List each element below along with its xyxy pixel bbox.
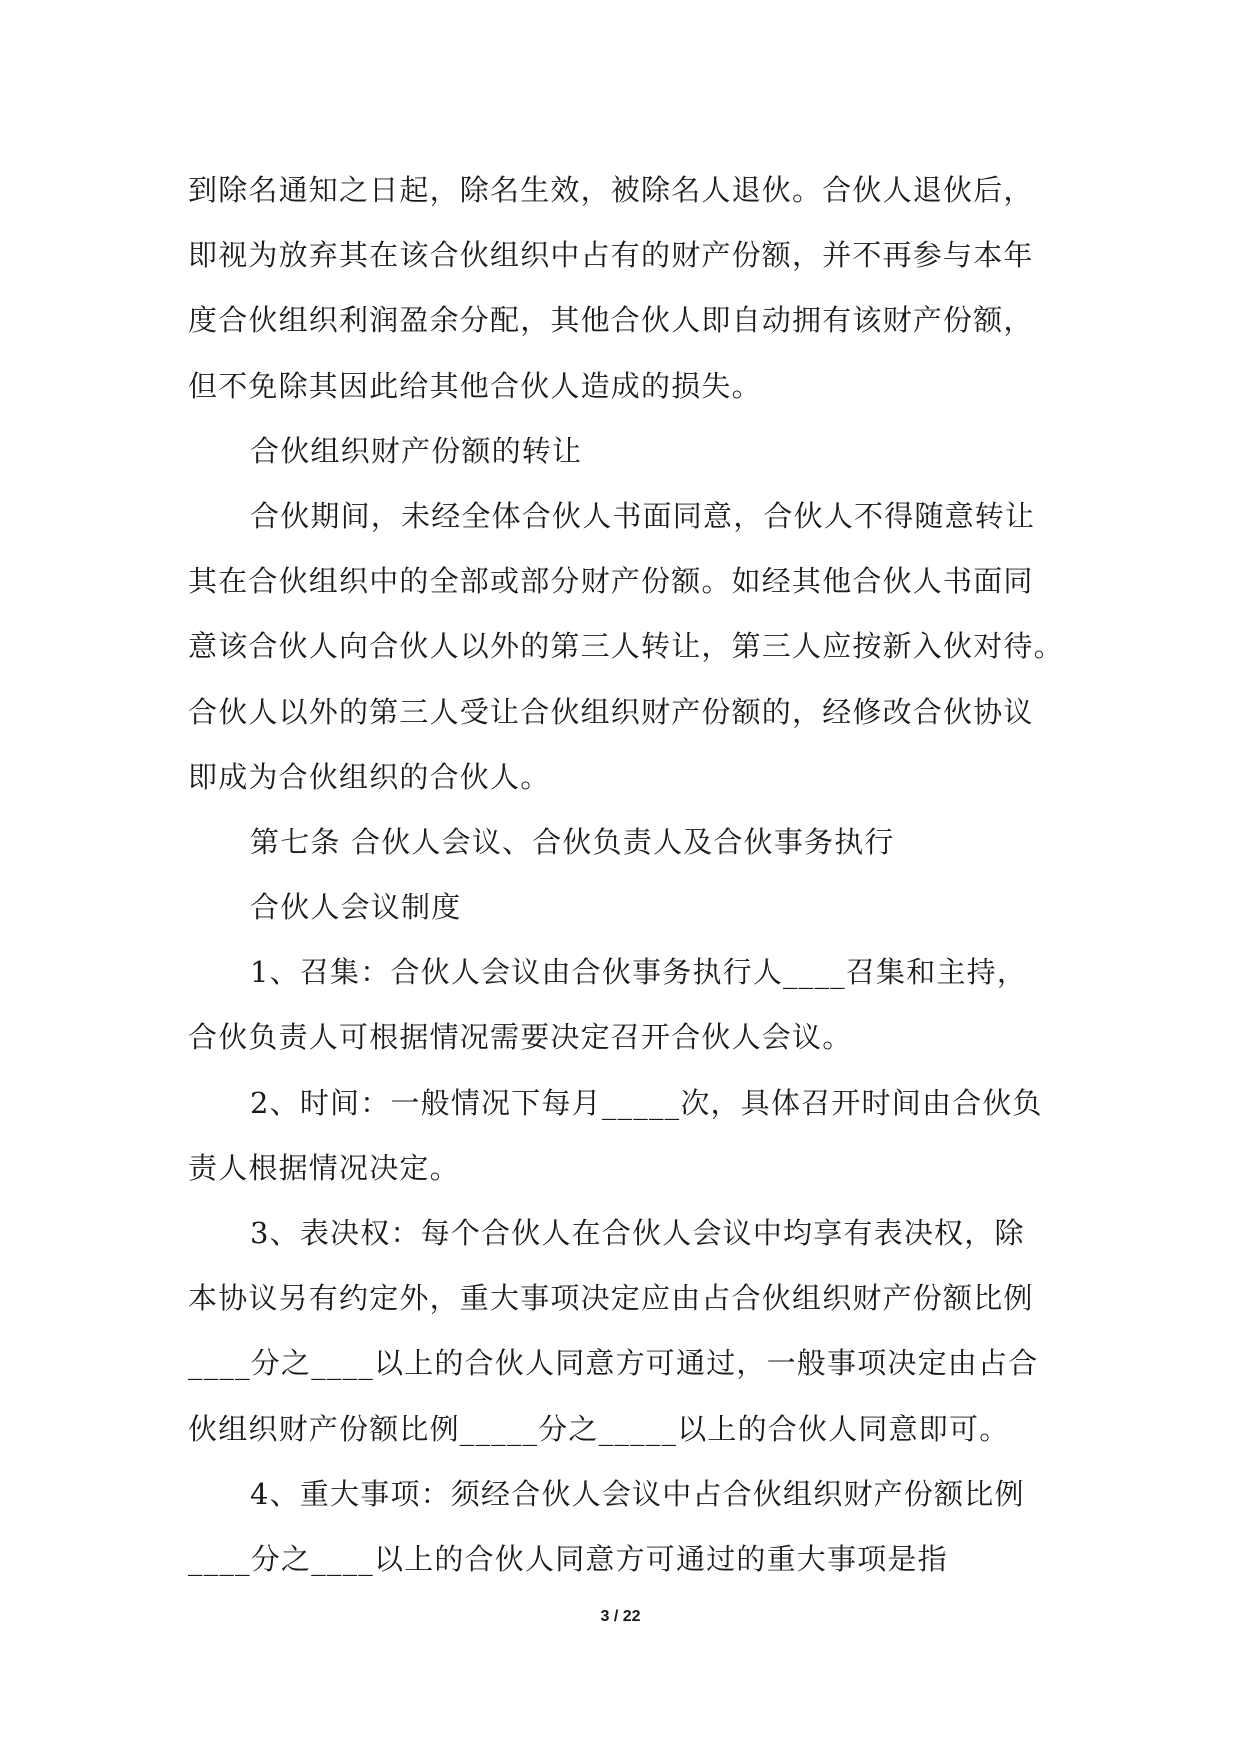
page-number: 3 / 22 bbox=[600, 1608, 641, 1625]
text-line: 合伙负责人可根据情况需要决定召开合伙人会议。 bbox=[188, 1020, 853, 1055]
text-line: ____分之____以上的合伙人同意方可通过的重大事项是指 bbox=[188, 1541, 948, 1576]
text-line: 1、召集：合伙人会议由合伙事务执行人____召集和主持， bbox=[250, 955, 1028, 990]
text-line: 即成为合伙组织的合伙人。 bbox=[188, 759, 551, 794]
text-line: 第七条 合伙人会议、合伙负责人及合伙事务执行 bbox=[250, 824, 895, 859]
text-line: 4、重大事项：须经合伙人会议中占合伙组织财产份额比例 bbox=[250, 1476, 1025, 1511]
text-line: 度合伙组织利润盈余分配，其他合伙人即自动拥有该财产份额， bbox=[188, 303, 1034, 338]
text-line: 2、时间：一般情况下每月_____次，具体召开时间由合伙负 bbox=[250, 1085, 1043, 1120]
text-line: 即视为放弃其在该合伙组织中占有的财产份额，并不再参与本年 bbox=[188, 238, 1034, 273]
text-line: 其在合伙组织中的全部或部分财产份额。如经其他合伙人书面同 bbox=[188, 564, 1034, 599]
text-line: 本协议另有约定外，重大事项决定应由占合伙组织财产份额比例 bbox=[188, 1281, 1034, 1316]
text-line: 合伙组织财产份额的转让 bbox=[250, 433, 583, 468]
text-line: 3、表决权：每个合伙人在合伙人会议中均享有表决权，除 bbox=[250, 1216, 1025, 1250]
text-line: 责人根据情况决定。 bbox=[188, 1150, 460, 1185]
text-line: 合伙期间，未经全体合伙人书面同意，合伙人不得随意转让 bbox=[250, 498, 1036, 533]
text-line: 但不免除其因此给其他合伙人造成的损失。 bbox=[188, 368, 762, 403]
text-line: 意该合伙人向合伙人以外的第三人转让，第三人应按新入伙对待。 bbox=[188, 629, 1064, 664]
text-line: ____分之____以上的合伙人同意方可通过，一般事项决定由占合 bbox=[188, 1346, 1039, 1381]
text-line: 到除名通知之日起，除名生效，被除名人退伙。合伙人退伙后， bbox=[188, 173, 1034, 207]
document-body bbox=[188, 158, 1068, 1592]
text-line: 伙组织财产份额比例_____分之_____以上的合伙人同意即可。 bbox=[188, 1411, 1010, 1446]
text-line: 合伙人会议制度 bbox=[250, 890, 462, 925]
text-line: 合伙人以外的第三人受让合伙组织财产份额的，经修改合伙协议 bbox=[188, 694, 1034, 729]
